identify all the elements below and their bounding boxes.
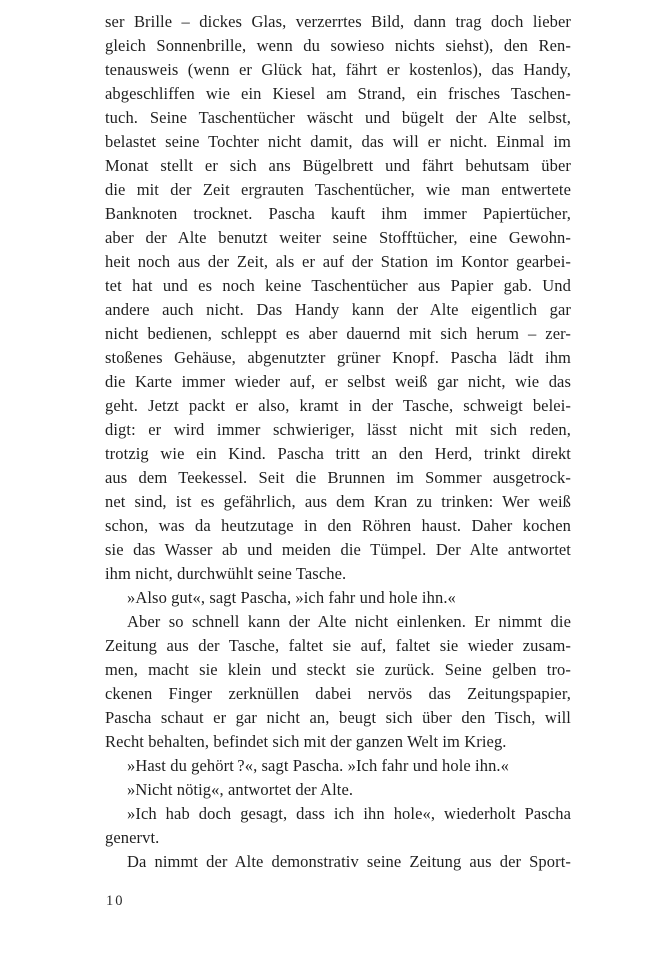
text-line: geht. Jetzt packt er also, kramt in der Tasche, schweigt belei- — [105, 396, 571, 415]
text-line: »Nicht nötig«, antwortet der Alte. — [127, 780, 354, 799]
text-line: heit noch aus der Zeit, als er auf der Station im Kontor gearbei- — [105, 252, 571, 271]
text-line: Monat stellt er sich ans Bügelbrett und fährt behutsam über — [105, 156, 571, 175]
text-line: »Ich hab doch gesagt, dass ich ihn hole«, wiederholt Pascha — [127, 804, 571, 823]
text-line: schon, was da heutzutage in den Röhren haust. Daher kochen — [105, 516, 571, 535]
text-line: tenausweis (wenn er Glück hat, fährt er kostenlos), das Handy, — [105, 60, 571, 79]
text-line: ser Brille – dickes Glas, verzerrtes Bild, dann trag doch lieber — [105, 12, 571, 31]
text-line: nicht bedienen, schleppt es aber dauernd mit sich herum – zer- — [105, 324, 571, 343]
text-line: »Also gut«, sagt Pascha, »ich fahr und hole ihn.« — [127, 588, 456, 607]
text-line: tuch. Seine Taschentücher wäscht und bügelt der Alte selbst, — [105, 108, 571, 127]
page-text — [105, 10, 571, 874]
text-line: ckenen Finger zerknüllen dabei nervös das Zeitungspapier, — [105, 684, 571, 703]
text-line: sie das Wasser ab und meiden die Tümpel. Der Alte antwortet — [105, 540, 571, 559]
text-line: andere auch nicht. Das Handy kann der Alte eigentlich gar — [105, 300, 571, 319]
text-line: Pascha schaut er gar nicht an, beugt sich über den Tisch, will — [105, 708, 571, 727]
text-line: Recht behalten, befindet sich mit der ganzen Welt im Krieg. — [105, 732, 507, 751]
text-line: »Hast du gehört ?«, sagt Pascha. »Ich fahr und hole ihn.« — [127, 756, 509, 775]
text-line: Banknoten trocknet. Pascha kauft ihm immer Papiertücher, — [105, 204, 571, 223]
text-line: die mit der Zeit ergrauten Taschentücher, wie man entwertete — [105, 180, 571, 199]
text-line: ihm nicht, durchwühlt seine Tasche. — [105, 564, 347, 583]
text-line: gleich Sonnenbrille, wenn du sowieso nichts siehst), den Ren- — [105, 36, 571, 55]
text-line: Aber so schnell kann der Alte nicht einlenken. Er nimmt die — [127, 612, 571, 631]
text-line: tet hat und es noch keine Taschentücher aus Papier gab. Und — [105, 276, 571, 295]
page-number: 10 — [106, 893, 125, 909]
text-line: Zeitung aus der Tasche, faltet sie auf, faltet sie wieder zusam- — [105, 636, 571, 655]
text-line: aus dem Teekessel. Seit die Brunnen im Sommer ausgetrock- — [105, 468, 571, 487]
text-line: die Karte immer wieder auf, er selbst weiß gar nicht, wie das — [105, 372, 571, 391]
text-line: men, macht sie klein und steckt sie zurück. Seine gelben tro- — [105, 660, 571, 679]
text-line: trotzig wie ein Kind. Pascha tritt an den Herd, trinkt direkt — [105, 444, 571, 463]
text-line: belastet seine Tochter nicht damit, das will er nicht. Einmal im — [105, 132, 571, 151]
text-line: net sind, ist es gefährlich, aus dem Kran zu trinken: Wer weiß — [105, 492, 571, 511]
text-line: Da nimmt der Alte demonstrativ seine Zeitung aus der Sport- — [127, 852, 571, 871]
text-line: abgeschliffen wie ein Kiesel am Strand, ein frisches Taschen- — [105, 84, 571, 103]
text-line: aber der Alte benutzt weiter seine Stofftücher, eine Gewohn- — [105, 228, 571, 247]
text-line: digt: er wird immer schwieriger, lässt nicht mit sich reden, — [105, 420, 571, 439]
text-line: genervt. — [105, 828, 160, 847]
text-line: stoßenes Gehäuse, abgenutzter grüner Knopf. Pascha lädt ihm — [105, 348, 571, 367]
